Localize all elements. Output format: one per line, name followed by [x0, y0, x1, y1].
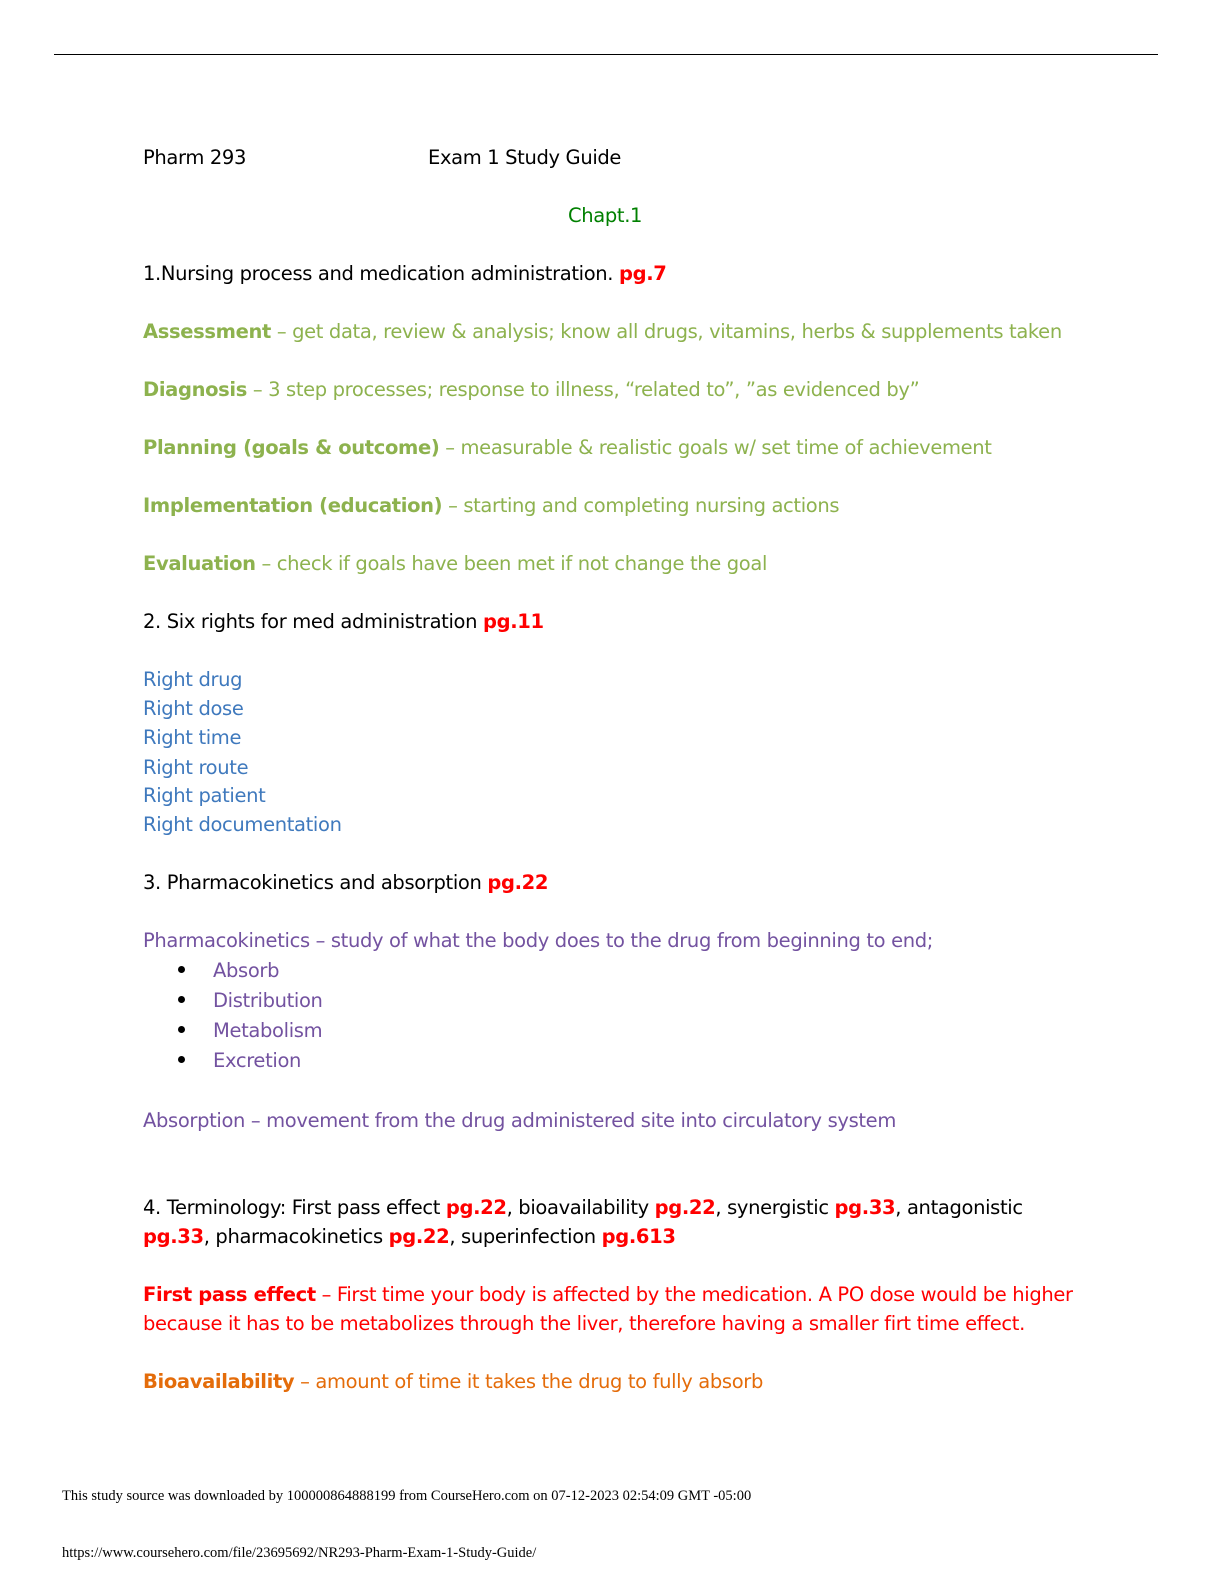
step-text: – measurable & realistic goals w/ set time of achievement: [439, 436, 992, 459]
bioavailability-term: Bioavailability: [143, 1370, 295, 1393]
section2-heading-text: 2. Six rights for med administration: [143, 610, 483, 633]
term-text: , pharmacokinetics: [203, 1225, 389, 1248]
download-note: This study source was downloaded by 100000864888199 from CourseHero.com on 07-12-2023 02:54:09 GMT -05:00: [62, 1488, 752, 1504]
section1-heading: [143, 264, 667, 284]
page-ref: pg.33: [834, 1196, 896, 1219]
chapter-heading: Chapt.1: [568, 204, 643, 227]
right-item: Right documentation: [143, 813, 342, 836]
term-text: , synergistic: [715, 1196, 835, 1219]
top-rule: [54, 54, 1158, 55]
step-text: – 3 step processes; response to illness, “related to”, ”as evidenced by”: [247, 378, 920, 401]
right-item: Right route: [143, 756, 249, 779]
page-ref: pg.33: [143, 1225, 204, 1248]
nursing-step-evaluation: [143, 554, 767, 574]
step-term: Evaluation: [143, 552, 256, 575]
section3-page-ref: pg.22: [487, 871, 549, 894]
section3-heading-text: 3. Pharmacokinetics and absorption: [143, 871, 488, 894]
pk-bullet-item: [178, 1051, 301, 1071]
right-item: Right dose: [143, 697, 244, 720]
right-item: Right patient: [143, 784, 266, 807]
first-pass-text: – First time your body is affected by the medication. A PO dose would be higher: [315, 1283, 1073, 1306]
first-pass-definition-line1: [143, 1285, 1073, 1305]
bullet-icon: [178, 996, 185, 1003]
section4-heading-line1: [143, 1198, 1023, 1218]
step-text: – get data, review & analysis; know all drugs, vitamins, herbs & supplements taken: [271, 320, 1062, 343]
nursing-step-implementation: [143, 496, 839, 516]
section2-heading: [143, 612, 544, 632]
bullet-icon: [178, 1056, 185, 1063]
bullet-text: Metabolism: [213, 1019, 323, 1042]
bullet-text: Distribution: [213, 989, 323, 1012]
term-text: , antagonistic: [895, 1196, 1023, 1219]
step-text: – check if goals have been met if not change the goal: [255, 552, 768, 575]
right-item: Right drug: [143, 668, 243, 691]
step-term: Diagnosis: [143, 378, 248, 401]
first-pass-definition-line2: because it has to be metabolizes through the liver, therefore having a smaller firt time effect.: [143, 1312, 1025, 1335]
section2-page-ref: pg.11: [482, 610, 544, 633]
bioavailability-definition: [143, 1372, 763, 1392]
term-text: , bioavailability: [506, 1196, 655, 1219]
pk-bullet-item: [178, 961, 279, 981]
section4-heading-line2: [143, 1227, 676, 1247]
pharmacokinetics-definition: Pharmacokinetics – study of what the body does to the drug from beginning to end;: [143, 929, 934, 952]
section1-page-ref: pg.7: [619, 262, 667, 285]
page-ref: pg.22: [388, 1225, 450, 1248]
page-ref: pg.22: [445, 1196, 507, 1219]
term-text: 4. Terminology: First pass effect: [143, 1196, 446, 1219]
course-name: Pharm 293: [143, 146, 247, 169]
nursing-step-diagnosis: [143, 380, 919, 400]
bullet-icon: [178, 1026, 185, 1033]
section3-heading: [143, 873, 548, 893]
absorption-definition: Absorption – movement from the drug administered site into circulatory system: [143, 1109, 896, 1132]
term-text: , superinfection: [449, 1225, 602, 1248]
page-ref: pg.613: [601, 1225, 676, 1248]
bullet-text: Absorb: [213, 959, 280, 982]
nursing-step-planning: [143, 438, 992, 458]
document-title: Exam 1 Study Guide: [428, 146, 622, 169]
step-text: – starting and completing nursing actions: [442, 494, 840, 517]
step-term: Assessment: [143, 320, 271, 343]
step-term: Implementation (education): [143, 494, 443, 517]
pk-bullet-item: [178, 1021, 322, 1041]
right-item: Right time: [143, 726, 242, 749]
pk-bullet-item: [178, 991, 323, 1011]
section1-heading-text: 1.Nursing process and medication administration.: [143, 262, 619, 285]
first-pass-term: First pass effect: [143, 1283, 316, 1306]
step-term: Planning (goals & outcome): [143, 436, 440, 459]
page-ref: pg.22: [654, 1196, 716, 1219]
source-url[interactable]: https://www.coursehero.com/file/23695692/NR293-Pharm-Exam-1-Study-Guide/: [62, 1545, 537, 1561]
nursing-step-assessment: [143, 322, 1062, 342]
course-title: [143, 148, 246, 168]
bullet-text: Excretion: [213, 1049, 302, 1072]
bioavailability-text: – amount of time it takes the drug to fully absorb: [294, 1370, 764, 1393]
bullet-icon: [178, 966, 185, 973]
